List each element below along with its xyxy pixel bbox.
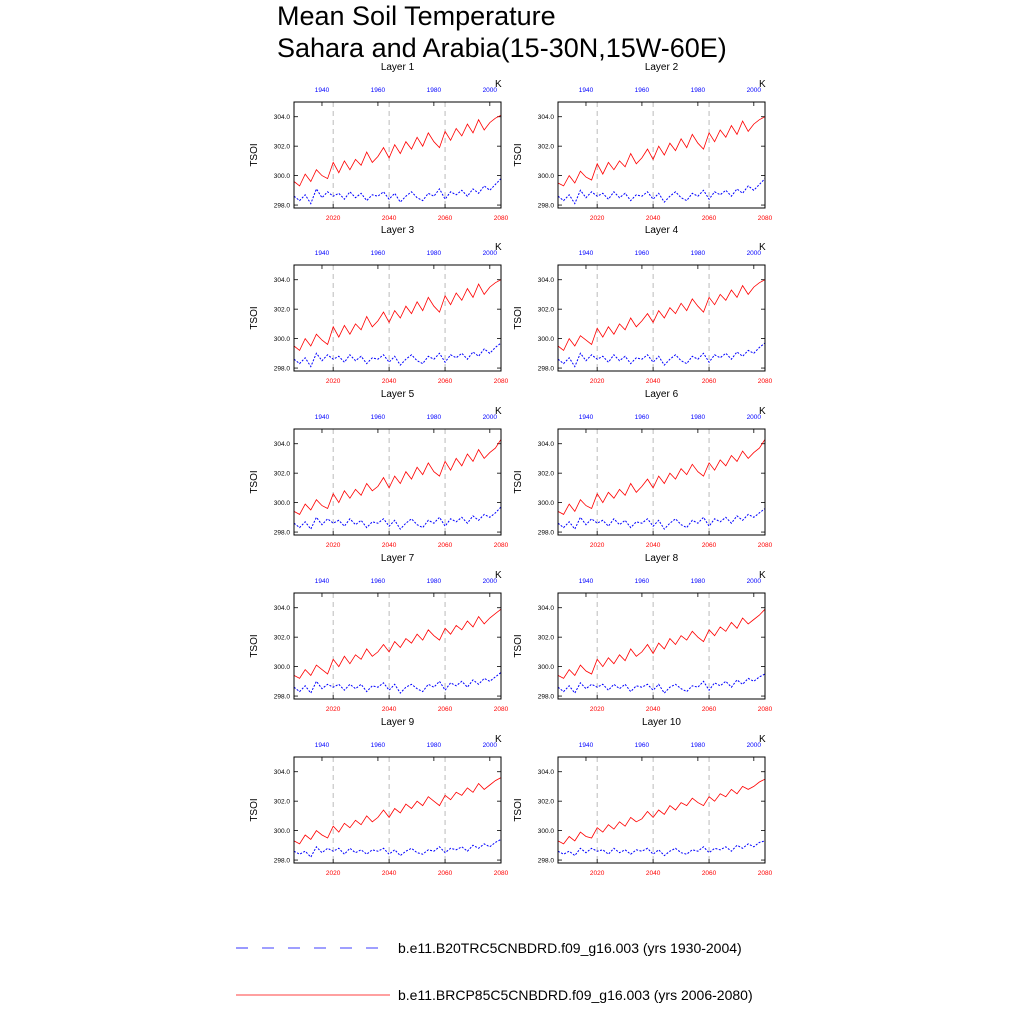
y-axis-label: TSOI — [249, 143, 260, 167]
x-bottom-tick-label: 2020 — [589, 706, 605, 713]
y-axis-label: TSOI — [513, 306, 524, 330]
panel-2 — [513, 62, 773, 222]
units-label: K — [495, 734, 502, 745]
panel-7 — [249, 553, 509, 713]
y-tick-label: 302.0 — [537, 798, 554, 806]
y-tick-label: 302.0 — [537, 470, 554, 478]
panel-title: Layer 5 — [380, 389, 415, 400]
x-bottom-tick-label: 2060 — [701, 542, 717, 549]
y-tick-label: 302.0 — [273, 143, 290, 151]
x-bottom-tick-label: 2020 — [589, 542, 605, 549]
y-axis-label: TSOI — [513, 143, 524, 167]
series-line-future — [558, 439, 765, 514]
chart-title-line-1: Mean Soil Temperature — [277, 1, 556, 31]
x-top-tick-label: 2000 — [746, 742, 762, 749]
x-bottom-tick-label: 2040 — [381, 542, 397, 549]
x-top-tick-label: 1980 — [426, 250, 442, 257]
series-line-historical — [558, 343, 765, 367]
plot-frame — [558, 102, 765, 208]
panel-title: Layer 4 — [644, 225, 679, 236]
x-bottom-tick-label: 2040 — [381, 215, 397, 222]
panel-title: Layer 7 — [380, 553, 415, 564]
x-top-tick-label: 1960 — [634, 87, 650, 94]
x-top-tick-label: 1960 — [634, 414, 650, 421]
x-bottom-tick-label: 2080 — [493, 542, 509, 549]
x-bottom-tick-label: 2020 — [325, 706, 341, 713]
x-bottom-tick-label: 2080 — [757, 542, 773, 549]
x-top-tick-label: 1940 — [314, 742, 330, 749]
y-tick-label: 298.0 — [273, 693, 290, 701]
y-tick-label: 298.0 — [537, 693, 554, 701]
plot-frame — [558, 429, 765, 535]
x-top-tick-label: 1980 — [690, 578, 706, 585]
y-tick-label: 302.0 — [537, 143, 554, 151]
series-line-historical — [558, 674, 765, 693]
y-tick-label: 298.0 — [537, 529, 554, 537]
x-top-tick-label: 1960 — [634, 578, 650, 585]
y-tick-label: 304.0 — [537, 604, 554, 612]
series-line-future — [294, 439, 501, 514]
y-tick-label: 304.0 — [273, 768, 290, 776]
series-line-historical — [558, 841, 765, 856]
x-bottom-tick-label: 2040 — [645, 215, 661, 222]
x-bottom-tick-label: 2040 — [645, 542, 661, 549]
x-top-tick-label: 1960 — [370, 87, 386, 94]
y-tick-label: 300.0 — [273, 335, 290, 343]
units-label: K — [759, 570, 766, 581]
panel-6 — [513, 389, 773, 549]
panel-3 — [249, 225, 509, 385]
panel-title: Layer 1 — [380, 62, 415, 73]
panel-grid — [249, 62, 773, 877]
legend-label-historical: b.e11.B20TRC5CNBDRD.f09_g16.003 (yrs 1930-2004) — [398, 940, 742, 956]
plot-frame — [294, 429, 501, 535]
x-top-tick-label: 2000 — [482, 87, 498, 94]
x-bottom-tick-label: 2060 — [701, 870, 717, 877]
x-top-tick-label: 1960 — [634, 250, 650, 257]
units-label: K — [495, 570, 502, 581]
x-bottom-tick-label: 2080 — [493, 378, 509, 385]
y-tick-label: 300.0 — [537, 663, 554, 671]
x-top-tick-label: 1980 — [690, 742, 706, 749]
series-line-future — [294, 280, 501, 351]
x-top-tick-label: 1980 — [426, 578, 442, 585]
y-tick-label: 304.0 — [537, 440, 554, 448]
x-bottom-tick-label: 2080 — [493, 215, 509, 222]
panel-10 — [513, 717, 773, 877]
units-label: K — [759, 79, 766, 90]
panel-title: Layer 2 — [644, 62, 679, 73]
plot-frame — [294, 265, 501, 371]
y-tick-label: 304.0 — [273, 276, 290, 284]
units-label: K — [759, 734, 766, 745]
panel-8 — [513, 553, 773, 713]
x-top-tick-label: 1940 — [578, 250, 594, 257]
x-bottom-tick-label: 2040 — [645, 870, 661, 877]
panel-title: Layer 8 — [644, 553, 679, 564]
x-bottom-tick-label: 2020 — [325, 870, 341, 877]
x-top-tick-label: 1940 — [578, 578, 594, 585]
panel-4 — [513, 225, 773, 385]
y-tick-label: 304.0 — [273, 440, 290, 448]
units-label: K — [759, 406, 766, 417]
x-top-tick-label: 1940 — [578, 742, 594, 749]
y-axis-label: TSOI — [249, 470, 260, 494]
y-tick-label: 300.0 — [537, 499, 554, 507]
x-top-tick-label: 1940 — [578, 87, 594, 94]
panel-1 — [249, 62, 509, 222]
x-top-tick-label: 1960 — [634, 742, 650, 749]
y-tick-label: 302.0 — [273, 306, 290, 314]
x-top-tick-label: 2000 — [482, 742, 498, 749]
x-top-tick-label: 2000 — [482, 414, 498, 421]
y-tick-label: 302.0 — [273, 634, 290, 642]
y-tick-label: 304.0 — [273, 113, 290, 121]
x-bottom-tick-label: 2040 — [645, 706, 661, 713]
x-bottom-tick-label: 2060 — [437, 706, 453, 713]
units-label: K — [495, 79, 502, 90]
x-top-tick-label: 1960 — [370, 250, 386, 257]
y-tick-label: 300.0 — [273, 172, 290, 180]
x-top-tick-label: 1980 — [426, 414, 442, 421]
x-top-tick-label: 2000 — [746, 87, 762, 94]
y-tick-label: 298.0 — [273, 857, 290, 865]
units-label: K — [759, 242, 766, 253]
y-tick-label: 300.0 — [537, 335, 554, 343]
y-tick-label: 304.0 — [537, 113, 554, 121]
plot-frame — [294, 757, 501, 863]
x-top-tick-label: 1960 — [370, 742, 386, 749]
chart-title-line-2: Sahara and Arabia(15-30N,15W-60E) — [277, 33, 727, 63]
x-bottom-tick-label: 2060 — [437, 542, 453, 549]
x-bottom-tick-label: 2060 — [701, 215, 717, 222]
x-bottom-tick-label: 2080 — [493, 706, 509, 713]
legend-label-future: b.e11.BRCP85C5CNBDRD.f09_g16.003 (yrs 2006-2080) — [398, 987, 753, 1003]
series-line-historical — [558, 509, 765, 530]
series-line-historical — [558, 179, 765, 204]
x-top-tick-label: 1980 — [690, 250, 706, 257]
x-top-tick-label: 2000 — [746, 414, 762, 421]
y-tick-label: 300.0 — [273, 663, 290, 671]
y-tick-label: 302.0 — [273, 470, 290, 478]
x-bottom-tick-label: 2080 — [757, 870, 773, 877]
x-top-tick-label: 2000 — [746, 578, 762, 585]
series-line-future — [294, 115, 501, 186]
x-bottom-tick-label: 2020 — [589, 215, 605, 222]
series-line-future — [294, 778, 501, 844]
x-bottom-tick-label: 2020 — [325, 215, 341, 222]
x-bottom-tick-label: 2020 — [325, 378, 341, 385]
x-bottom-tick-label: 2060 — [437, 378, 453, 385]
x-top-tick-label: 1960 — [370, 578, 386, 585]
y-tick-label: 302.0 — [273, 798, 290, 806]
x-top-tick-label: 1980 — [426, 87, 442, 94]
x-top-tick-label: 2000 — [746, 250, 762, 257]
x-bottom-tick-label: 2040 — [381, 378, 397, 385]
x-bottom-tick-label: 2040 — [381, 870, 397, 877]
y-tick-label: 298.0 — [273, 365, 290, 373]
series-line-future — [558, 117, 765, 186]
legend — [236, 940, 753, 1003]
y-axis-label: TSOI — [513, 634, 524, 658]
panel-title: Layer 10 — [642, 717, 681, 728]
x-top-tick-label: 1980 — [426, 742, 442, 749]
series-line-historical — [294, 507, 501, 529]
x-bottom-tick-label: 2040 — [381, 706, 397, 713]
y-axis-label: TSOI — [249, 798, 260, 822]
x-top-tick-label: 1980 — [690, 414, 706, 421]
units-label: K — [495, 242, 502, 253]
y-axis-label: TSOI — [513, 470, 524, 494]
panel-title: Layer 9 — [380, 717, 415, 728]
series-line-historical — [294, 673, 501, 694]
y-tick-label: 300.0 — [273, 499, 290, 507]
plot-frame — [558, 265, 765, 371]
plot-frame — [558, 757, 765, 863]
y-axis-label: TSOI — [249, 306, 260, 330]
y-tick-label: 302.0 — [537, 634, 554, 642]
y-tick-label: 302.0 — [537, 306, 554, 314]
x-bottom-tick-label: 2080 — [493, 870, 509, 877]
y-tick-label: 304.0 — [537, 768, 554, 776]
x-top-tick-label: 2000 — [482, 578, 498, 585]
x-bottom-tick-label: 2060 — [437, 870, 453, 877]
y-tick-label: 298.0 — [273, 202, 290, 210]
series-line-historical — [294, 343, 501, 367]
y-tick-label: 304.0 — [537, 276, 554, 284]
y-axis-label: TSOI — [249, 634, 260, 658]
panel-title: Layer 6 — [644, 389, 679, 400]
series-line-future — [294, 609, 501, 678]
x-top-tick-label: 1940 — [314, 250, 330, 257]
x-bottom-tick-label: 2020 — [589, 378, 605, 385]
y-tick-label: 300.0 — [537, 172, 554, 180]
x-bottom-tick-label: 2080 — [757, 706, 773, 713]
x-top-tick-label: 1940 — [314, 414, 330, 421]
x-bottom-tick-label: 2040 — [645, 378, 661, 385]
x-bottom-tick-label: 2080 — [757, 215, 773, 222]
series-line-future — [558, 280, 765, 351]
x-top-tick-label: 1940 — [578, 414, 594, 421]
x-top-tick-label: 1960 — [370, 414, 386, 421]
y-tick-label: 304.0 — [273, 604, 290, 612]
x-bottom-tick-label: 2060 — [437, 215, 453, 222]
panel-9 — [249, 717, 509, 877]
panel-5 — [249, 389, 509, 549]
y-axis-label: TSOI — [513, 798, 524, 822]
y-tick-label: 300.0 — [537, 827, 554, 835]
x-bottom-tick-label: 2060 — [701, 378, 717, 385]
y-tick-label: 298.0 — [537, 365, 554, 373]
x-top-tick-label: 1980 — [690, 87, 706, 94]
panel-title: Layer 3 — [380, 225, 415, 236]
x-bottom-tick-label: 2080 — [757, 378, 773, 385]
series-line-historical — [294, 839, 501, 857]
series-line-future — [558, 609, 765, 678]
series-line-future — [558, 779, 765, 844]
plot-frame — [294, 102, 501, 208]
x-top-tick-label: 1940 — [314, 87, 330, 94]
y-tick-label: 298.0 — [537, 857, 554, 865]
y-tick-label: 298.0 — [537, 202, 554, 210]
x-bottom-tick-label: 2020 — [589, 870, 605, 877]
units-label: K — [495, 406, 502, 417]
x-bottom-tick-label: 2020 — [325, 542, 341, 549]
x-top-tick-label: 1940 — [314, 578, 330, 585]
series-line-historical — [294, 179, 501, 204]
y-tick-label: 300.0 — [273, 827, 290, 835]
x-bottom-tick-label: 2060 — [701, 706, 717, 713]
x-top-tick-label: 2000 — [482, 250, 498, 257]
y-tick-label: 298.0 — [273, 529, 290, 537]
